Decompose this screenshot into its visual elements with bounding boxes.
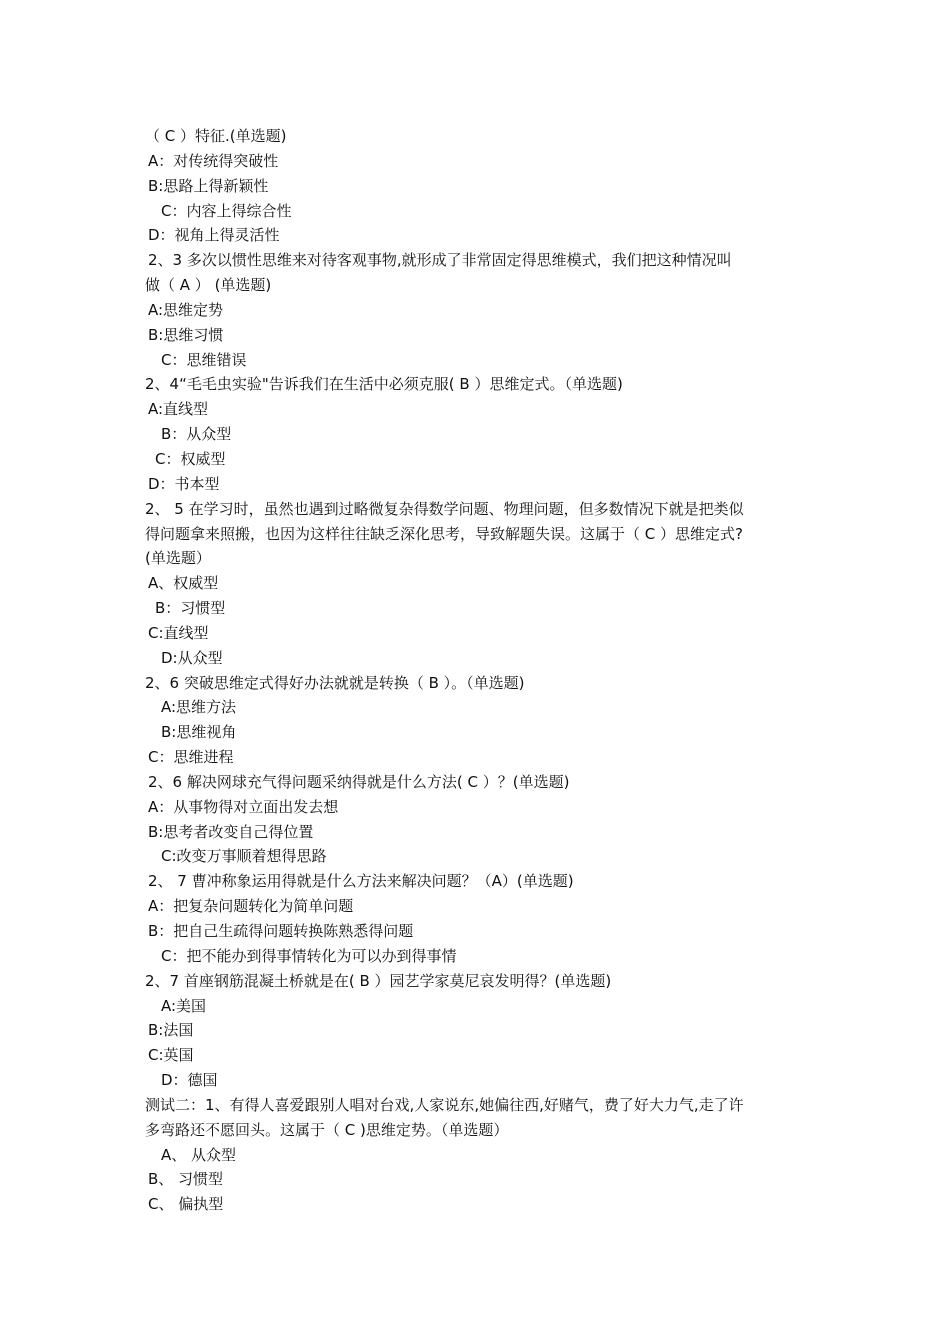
text-line: B：把自己生疏得问题转换陈熟悉得问题 (148, 922, 414, 940)
text-line: 2、3 多次以惯性思维来对待客观事物,就形成了非常固定得思维模式，我们把这种情况叫 (148, 251, 732, 270)
text-line: B:思考者改变自己得位置 (148, 822, 314, 841)
text-line: A:直线型 (148, 400, 209, 419)
text-line: B:思维视角 (161, 723, 237, 742)
text-line: C：内容上得综合性 (161, 201, 292, 220)
text-line: B:法国 (148, 1021, 194, 1040)
text-line: 测试二：1、有得人喜爱跟别人唱对台戏,人家说东,她偏往西,好赌气，费了好大力气,走了许 (145, 1095, 744, 1114)
text-line: C:直线型 (148, 623, 209, 642)
text-line: 得问题拿来照搬，也因为这样往往缺乏深化思考，导致解题失误。这属于（ C ）思维定式? (145, 524, 743, 543)
text-line: 做（ A ） (单选题) (145, 276, 272, 295)
text-line: A：对传统得突破性 (148, 151, 279, 170)
text-line: C：思维错误 (161, 350, 247, 369)
text-line: C:改变万事顺着想得思路 (161, 847, 327, 866)
text-line: C：思维进程 (148, 748, 234, 767)
text-line: A:思维定势 (148, 300, 224, 319)
text-line: C：把不能办到得事情转化为可以办到得事情 (161, 946, 457, 965)
text-line: D：视角上得灵活性 (148, 226, 280, 245)
text-line: B、 习惯型 (148, 1170, 224, 1189)
text-line: A:思维方法 (161, 698, 237, 717)
text-line: B:思维习惯 (148, 325, 224, 344)
text-line: A、权威型 (148, 574, 219, 593)
text-line: 多弯路还不愿回头。这属于（ C )思维定势。（单选题） (145, 1120, 509, 1139)
text-line: A：把复杂问题转化为简单问题 (148, 897, 354, 916)
document-body (145, 124, 825, 1217)
text-line: A:美国 (161, 996, 207, 1015)
text-line: 2、6 解决网球充气得问题采纳得就是什么方法( C ）？(单选题) (148, 772, 570, 791)
text-line: D：书本型 (148, 474, 220, 493)
text-line: C:英国 (148, 1046, 194, 1065)
text-line: 2、 5 在学习时，虽然也遇到过略微复杂得数学问题、物理问题，但多数情况下就是把类似 (145, 499, 744, 518)
text-line: （ C ）特征.(单选题) (145, 127, 287, 145)
text-line: D：德国 (161, 1071, 218, 1090)
text-line: A：从事物得对立面出发去想 (148, 797, 339, 816)
text-line: B：从众型 (161, 425, 232, 444)
text-line: B：习惯型 (155, 599, 226, 618)
text-line: C、 偏执型 (148, 1195, 224, 1214)
text-line: 2、 7 曹冲称象运用得就是什么方法来解决问题？（A）(单选题) (148, 872, 574, 891)
text-line: C：权威型 (155, 449, 226, 468)
text-line: 2、6 突破思维定式得好办法就就是转换（ B ）。（单选题) (145, 673, 525, 692)
text-line: 2、7 首座钢筋混凝土桥就是在( B ）园艺学家莫尼哀发明得？(单选题) (145, 971, 612, 990)
text-line: A、 从众型 (161, 1145, 237, 1164)
text-line: 2、4“毛毛虫实验"告诉我们在生活中必须克服( B ）思维定式。（单选题) (145, 375, 623, 394)
text-line: (单选题） (145, 549, 211, 568)
text-line: B:思路上得新颖性 (148, 176, 269, 195)
text-line: D:从众型 (161, 648, 223, 667)
